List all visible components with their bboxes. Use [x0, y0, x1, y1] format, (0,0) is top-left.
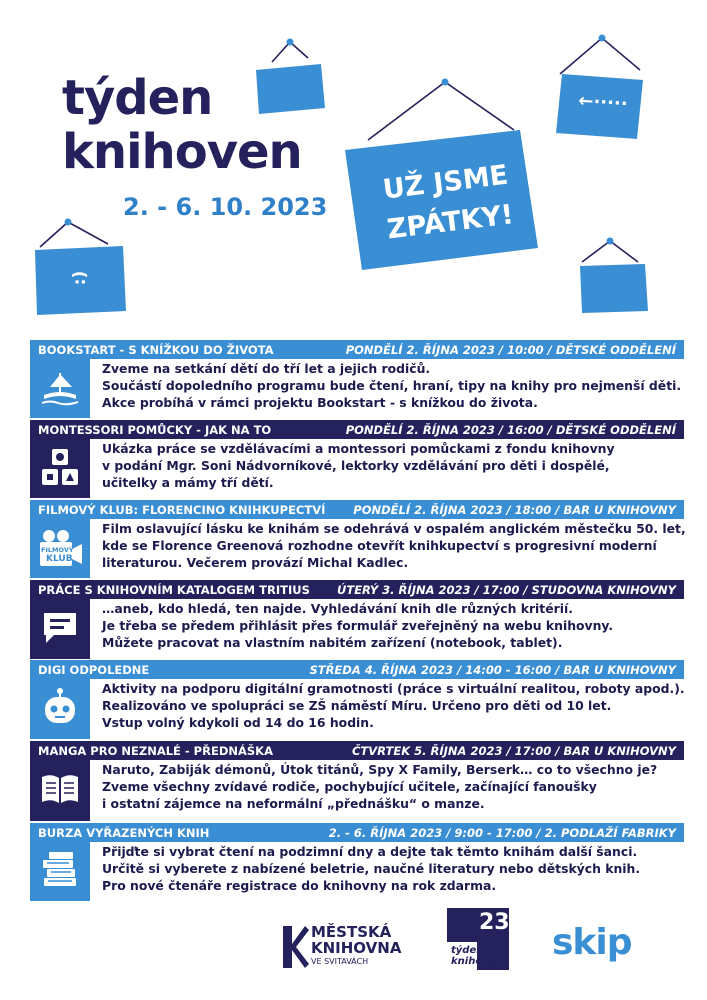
event-description-line: v podání Mgr. Soni Nádvorníkové, lektorky vzdělávání pro děti i dospělé, — [102, 458, 610, 473]
event-when: 2. - 6. ŘÍJNA 2023 / 9:00 - 17:00 / 2. PODLAŽÍ FABRIKY — [328, 825, 676, 840]
event-icon-box — [30, 439, 90, 498]
arrow-sign-text: ←····· — [577, 90, 629, 115]
event-dates: 2. - 6. 10. 2023 — [123, 193, 328, 221]
event-description-line: Součástí dopoledního programu bude čtení, hraní, tipy na knihy pro nejmenší děti. — [102, 378, 682, 393]
open-book-icon — [38, 767, 82, 815]
event-header — [30, 823, 684, 842]
event-title: DIGI ODPOLEDNE — [38, 662, 150, 677]
film-club-label-2: KLUB — [46, 553, 73, 564]
tyden-logo-line-1: týden — [451, 945, 484, 956]
event-when: PONDĚLÍ 2. ŘÍJNA 2023 / 10:00 / DĚTSKÉ ODDĚLENÍ — [345, 342, 676, 357]
event-description-line: kde se Florence Greenová rozhodne otevřít knihkupectví s progresivní moderní — [102, 538, 657, 553]
blocks-icon — [38, 445, 82, 493]
event-icon-box — [30, 760, 90, 821]
event-description-line: Vstup volný kdykoli od 14 do 16 hodin. — [102, 715, 374, 730]
event-description-line: Realizováno ve spolupráci se ZŠ náměstí Míru. Určeno pro děti od 10 let. — [102, 698, 612, 713]
event-description-line: Určitě si vyberete z nabízené beletrie, naučné literatury nebo dětských knih. — [102, 861, 641, 876]
event-description-line: Můžete pracovat na vlastním nabitém zařízení (notebook, tablet). — [102, 635, 563, 650]
ship-book-icon — [38, 365, 82, 413]
book-stack-icon — [38, 848, 82, 896]
library-name-line-1: MĚSTSKÁ — [311, 923, 392, 941]
event-when: ČTVRTEK 5. ŘÍJNA 2023 / 17:00 / BAR U KNIHOVNY — [351, 743, 676, 758]
event-title: BURZA VYŘAZENÝCH KNIH — [38, 825, 210, 840]
event-icon-box — [30, 679, 90, 739]
event-description — [102, 600, 682, 651]
event-description — [102, 843, 682, 894]
event-description-line: Akce probíhá v rámci projektu Bookstart - s knížkou do života. — [102, 395, 538, 410]
event-description-line: literaturou. Večerem provází Michal Kadlec. — [102, 555, 409, 570]
event-title: MONTESSORI POMŮCKY - JAK NA TO — [38, 422, 272, 437]
event-description-line: Naruto, Zabiják démonů, Útok titánů, Spy X Family, Berserk… co to všechno je? — [102, 762, 658, 777]
hanging-signs-decoration — [0, 0, 707, 320]
main-sign-line-2: ZPÁTKY! — [385, 199, 516, 246]
film-club-icon — [37, 529, 83, 569]
library-k-icon — [283, 926, 309, 968]
event-when: PONDĚLÍ 2. ŘÍJNA 2023 / 18:00 / BAR U KNIHOVNY — [353, 502, 676, 517]
event-title: FILMOVÝ KLUB: FLORENCINO KNIHKUPECTVÍ — [38, 502, 326, 517]
library-logo — [283, 924, 413, 970]
event-when: PONDĚLÍ 2. ŘÍJNA 2023 / 16:00 / DĚTSKÉ ODDĚLENÍ — [345, 422, 676, 437]
event-header — [30, 660, 684, 679]
event-header — [30, 500, 684, 519]
event-description — [102, 360, 682, 411]
tyden-logo-number: 23 — [479, 910, 510, 935]
robot-icon — [38, 685, 82, 733]
event-header — [30, 340, 684, 359]
event-description-line: Aktivity na podporu digitální gramotnosti (práce s virtuální realitou, roboty apod.). — [102, 681, 685, 696]
event-description — [102, 761, 682, 812]
event-description-line: Zveme na setkání dětí do tří let a jejich rodičů. — [102, 361, 431, 376]
library-name-line-3: VE SVITAVÁCH — [311, 957, 369, 966]
tyden-knihoven-logo — [447, 908, 509, 970]
event-icon-box — [30, 519, 90, 578]
tyden-logo-line-2: knihoven — [451, 956, 503, 967]
event-title: MANGA PRO NEZNALÉ - PŘEDNÁŠKA — [38, 743, 273, 758]
smiley-sign-text: :) — [70, 270, 90, 286]
event-header — [30, 741, 684, 760]
library-name-line-2: KNIHOVNA — [311, 939, 402, 957]
event-description — [102, 440, 682, 491]
event-description-line: učitelky a mámy tří dětí. — [102, 475, 274, 490]
event-header — [30, 580, 684, 599]
event-icon-box — [30, 599, 90, 659]
event-icon-box — [30, 842, 90, 901]
event-header — [30, 420, 684, 439]
event-description-line: Přijďte si vybrat čtení na podzimní dny a dejte tak těmto knihám další šanci. — [102, 844, 638, 859]
event-description-line: Film oslavující lásku ke knihám se odehrává v ospalém anglickém městečku 50. let, — [102, 521, 686, 536]
event-description-line: Pro nové čtenáře registrace do knihovny na rok zdarma. — [102, 878, 497, 893]
event-icon-box — [30, 359, 90, 418]
film-club-label-1: FILMOVÝ — [41, 545, 74, 554]
event-description-line: i ostatní zájemce na neformální „přednášku“ o manze. — [102, 796, 485, 811]
event-description-line: Je třeba se předem přihlásit přes formulář zveřejněný na webu knihovny. — [102, 618, 614, 633]
event-title: BOOKSTART - S KNÍŽKOU DO ŽIVOTA — [38, 342, 274, 357]
event-description — [102, 520, 686, 571]
title-line-1: týden — [62, 70, 213, 126]
skip-logo: skip — [552, 922, 632, 963]
event-description-line: …aneb, kdo hledá, ten najde. Vyhledávání knih dle různých kritérií. — [102, 601, 573, 616]
main-sign-line-1: UŽ JSME — [381, 159, 510, 206]
event-title: PRÁCE S KNIHOVNÍM KATALOGEM TRITIUS — [38, 582, 310, 597]
event-when: STŘEDA 4. ŘÍJNA 2023 / 14:00 - 16:00 / BAR U KNIHOVNY — [309, 662, 676, 677]
event-description-line: Ukázka práce se vzdělávacími a montessori pomůckami z fondu knihovny — [102, 441, 615, 456]
title-line-2: knihoven — [62, 124, 302, 180]
chat-icon — [38, 605, 82, 653]
event-description-line: Zveme všechny zvídavé rodiče, pochybující učitele, začínající fanoušky — [102, 779, 597, 794]
event-description — [102, 680, 685, 731]
event-when: ÚTERÝ 3. ŘÍJNA 2023 / 17:00 / STUDOVNA KNIHOVNY — [337, 582, 676, 597]
